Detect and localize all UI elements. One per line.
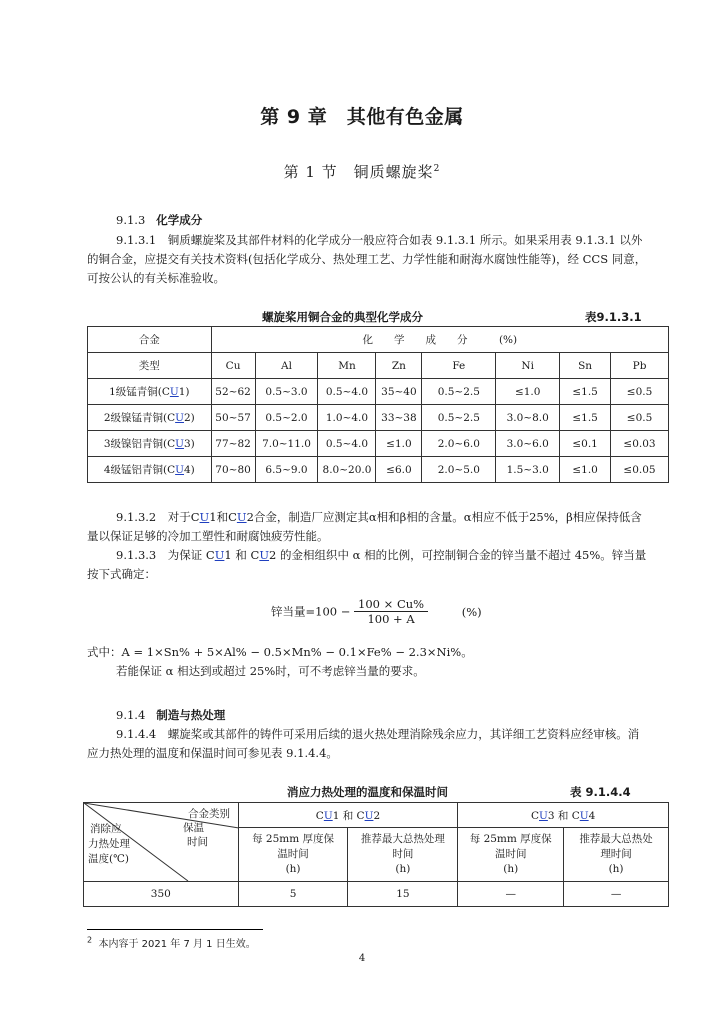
cell: ≤1.0 <box>496 379 560 405</box>
alloy-name: 3级镍铝青铜(CU3) <box>88 431 212 457</box>
cell: 2.0~5.0 <box>422 457 496 483</box>
subheader-max-time: 推荐最大总热处理时间 (h) <box>348 828 458 882</box>
diagonal-header <box>84 803 239 882</box>
diag-time-label: 时间 <box>187 836 208 848</box>
cell: ≤1.0 <box>560 457 611 483</box>
heading-text: 制造与热处理 <box>156 708 226 722</box>
cell: ≤0.03 <box>611 431 669 457</box>
table-row <box>88 457 669 483</box>
zinc-equivalent-formula <box>271 597 482 626</box>
formula-fraction <box>354 597 428 626</box>
cell: ≤0.05 <box>611 457 669 483</box>
th-element: Cu <box>211 353 255 379</box>
cell: 50~57 <box>211 405 255 431</box>
th-element: Fe <box>422 353 496 379</box>
cell: 8.0~20.0 <box>318 457 376 483</box>
alloy-name: 1级锰青铜(CU1) <box>88 379 212 405</box>
cell: 35~40 <box>376 379 422 405</box>
cell: ≤0.5 <box>611 405 669 431</box>
cell: ≤1.5 <box>560 405 611 431</box>
heading-text: 化学成分 <box>156 213 203 227</box>
th-type: 类型 <box>88 353 212 379</box>
cell: 3.0~8.0 <box>496 405 560 431</box>
formula-where: 式中：A = 1×Sn% + 5×Al% − 0.5×Mn% − 0.1×Fe% − 2.3×Ni%。 <box>87 645 473 659</box>
th-alloy: 合金 <box>88 327 212 353</box>
diag-alloy-label: 合金类别 <box>188 808 230 820</box>
th-element: Sn <box>560 353 611 379</box>
th-chem: 化 学 成 分 (%) <box>211 327 668 353</box>
cell: 0.5~2.0 <box>255 405 318 431</box>
temperature-cell: 350 <box>84 882 239 907</box>
section-footnote-mark: 2 <box>433 164 441 174</box>
chapter-title: 第 9 章 其他有色金属 <box>260 106 464 128</box>
section-title-text: 第 1 节 铜质螺旋桨 <box>283 163 434 181</box>
cell: 0.5~2.5 <box>422 405 496 431</box>
th-element: Zn <box>376 353 422 379</box>
subheader-max-time: 推荐最大总热处理时间 (h) <box>564 828 669 882</box>
table-stress-relief <box>83 802 669 907</box>
group-header-cu3-cu4: CU3 和 CU4 <box>458 803 669 828</box>
table-row <box>84 882 669 907</box>
heading-num: 9.1.3 <box>116 213 146 227</box>
cell: 77~82 <box>211 431 255 457</box>
diag-left-label-2: 力热处理 <box>88 838 130 850</box>
paragraph-9-1-3-3: 9.1.3.3 为保证 CU1 和 CU2 的金相组织中 α 相的比例，可控制铜合金的锌当量不超过 45%。锌当量按下式确定： <box>87 548 647 581</box>
cell: 3.0~6.0 <box>496 431 560 457</box>
diag-left-label-1: 消除应 <box>90 823 122 835</box>
cell: 33~38 <box>376 405 422 431</box>
footnote <box>87 935 256 950</box>
paragraph-9-1-3-1: 9.1.3.1 铜质螺旋桨及其部件材料的化学成分一般应符合如表 9.1.3.1 所示。如果采用表 9.1.3.1 以外的铜合金，应提交有关技术资料(包括化学成分、热处理工艺、力学性能和耐海水腐蚀性能等)，经 CCS 同意，可按公认的有关标准验收。 <box>87 233 647 285</box>
cell: — <box>458 882 564 907</box>
alloy-name: 2级镍锰青铜(CU2) <box>88 405 212 431</box>
cell: 52~62 <box>211 379 255 405</box>
paragraph-9-1-4-4: 9.1.4.4 螺旋桨或其部件的铸件可采用后续的退火热处理消除残余应力，其详细工艺资料应经审核。消应力热处理的温度和保温时间可参见表 9.1.4.4。 <box>87 727 640 760</box>
cell: — <box>564 882 669 907</box>
table1-caption: 螺旋桨用铜合金的典型化学成分 <box>262 310 423 324</box>
formula-note: 若能保证 α 相达到或超过 25%时，可不考虑锌当量的要求。 <box>116 664 425 678</box>
table1-number: 表9.1.3.1 <box>585 310 642 324</box>
section-title <box>0 161 724 182</box>
formula-lhs: 锌当量=100 − <box>271 604 351 619</box>
cell: 0.5~4.0 <box>318 431 376 457</box>
table-row <box>88 431 669 457</box>
formula-unit: (%) <box>461 604 482 619</box>
formula-denominator: 100 + A <box>367 612 415 626</box>
heading-9-1-4 <box>116 707 225 723</box>
th-element: Pb <box>611 353 669 379</box>
footnote-divider <box>87 929 263 930</box>
diag-left-label-3: 温度(℃) <box>88 853 129 865</box>
table-chemical-composition <box>87 326 669 483</box>
group-header-cu1-cu2: CU1 和 CU2 <box>238 803 458 828</box>
subheader-hold-time: 每 25mm 厚度保温时间 (h) <box>238 828 348 882</box>
cell: 15 <box>348 882 458 907</box>
cell: ≤1.5 <box>560 379 611 405</box>
heading-num: 9.1.4 <box>116 708 146 722</box>
cell: 7.0~11.0 <box>255 431 318 457</box>
cell: 5 <box>238 882 348 907</box>
cell: 1.5~3.0 <box>496 457 560 483</box>
formula-numerator: 100 × Cu% <box>354 597 428 612</box>
cell: 1.0~4.0 <box>318 405 376 431</box>
th-element: Ni <box>496 353 560 379</box>
cell: 0.5~4.0 <box>318 379 376 405</box>
footnote-text: 本内容于 2021 年 7 月 1 日生效。 <box>98 939 256 950</box>
cell: 70~80 <box>211 457 255 483</box>
cell: ≤1.0 <box>376 431 422 457</box>
table2-number: 表 9.1.4.4 <box>570 785 631 799</box>
cell: 2.0~6.0 <box>422 431 496 457</box>
cell: ≤6.0 <box>376 457 422 483</box>
cell: ≤0.5 <box>611 379 669 405</box>
th-element: Al <box>255 353 318 379</box>
page-number: 4 <box>358 953 366 964</box>
table-row <box>88 379 669 405</box>
table-row <box>88 405 669 431</box>
diag-hold-label: 保温 <box>183 822 204 834</box>
footnote-mark: 2 <box>87 935 93 945</box>
heading-9-1-3 <box>116 212 202 228</box>
subheader-hold-time: 每 25mm 厚度保温时间 (h) <box>458 828 564 882</box>
cell: 6.5~9.0 <box>255 457 318 483</box>
cell: 0.5~2.5 <box>422 379 496 405</box>
th-element: Mn <box>318 353 376 379</box>
cell: 0.5~3.0 <box>255 379 318 405</box>
paragraph-9-1-3-2: 9.1.3.2 对于CU1和CU2合金，制造厂应测定其α相和β相的含量。α相应不低于25%，β相应保持低含量以保证足够的冷加工塑性和耐腐蚀疲劳性能。 <box>87 510 642 543</box>
cell: ≤0.1 <box>560 431 611 457</box>
alloy-name: 4级锰铝青铜(CU4) <box>88 457 212 483</box>
table2-caption: 消应力热处理的温度和保温时间 <box>287 785 448 799</box>
